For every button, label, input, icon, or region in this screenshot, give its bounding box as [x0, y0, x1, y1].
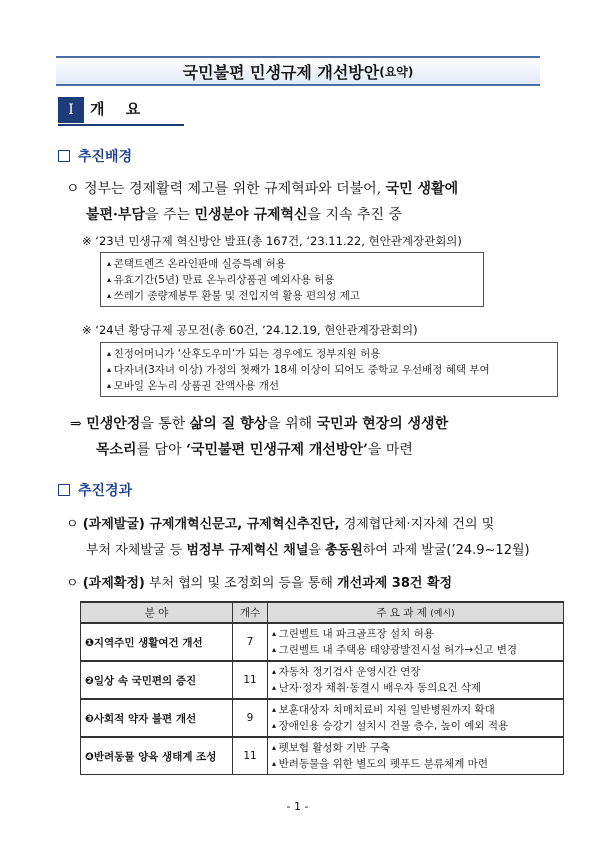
header-tasks — [268, 602, 564, 623]
text-bold: 목소리 — [96, 442, 137, 458]
text-bold: 국민과 현장의 생생한 — [316, 416, 449, 432]
background-heading-text: 추진배경 — [78, 149, 133, 165]
count-cell: 11 — [233, 661, 268, 699]
section-number: Ⅰ — [58, 97, 84, 123]
progress-heading — [58, 480, 132, 500]
text-span: 을 통한 — [140, 416, 190, 432]
note-2024: ※ ‘24년 황당규제 공모전(총 60건, ‘24.12.19, 현안관계장관회의) — [82, 323, 418, 337]
tasks-table — [80, 601, 564, 775]
count-cell: 9 — [233, 699, 268, 737]
text-span: ㅇ 정부는 경제활력 제고를 위한 규제혁파와 더불어, — [66, 181, 386, 197]
text-span: 하여 과제 발굴(’24.9~12월) — [362, 543, 530, 558]
field-cell: ❹반려동물 양육 생태계 조성 — [81, 737, 233, 775]
text-bold: 국민 생활에 — [385, 181, 459, 197]
square-bullet-icon — [58, 484, 70, 496]
table-row — [81, 623, 564, 661]
text-bold: 범정부 규제혁신 채널 — [186, 543, 309, 558]
field-cell: ❶지역주민 생활여건 개선 — [81, 623, 233, 661]
background-para1-line2 — [86, 204, 402, 224]
table-row — [81, 661, 564, 699]
examples-cell — [268, 661, 564, 699]
title-main: 국민불편 민생규제 개선방안 — [182, 62, 380, 82]
conclusion-line2 — [96, 439, 413, 459]
count-cell: 11 — [233, 737, 268, 775]
progress-heading-text: 추진경과 — [78, 483, 133, 499]
header-tasks-text: 주 요 과 제 — [376, 607, 427, 619]
example-item: ▴ 반려동물을 위한 별도의 펫푸드 분류체계 마련 — [272, 756, 559, 772]
text-span: 부처 협의 및 조정회의 등을 통해 — [144, 576, 338, 591]
progress-para1-line1 — [66, 513, 494, 532]
text-span: 을 위해 — [267, 416, 317, 432]
text-bold: 민생안정 — [86, 416, 141, 432]
list-item: ▴ 모바일 온누리 상품권 잔액사용 개선 — [107, 378, 551, 394]
title-suffix: (요약) — [379, 64, 414, 79]
example-item: ▴ 자동차 정기검사 운영시간 연장 — [272, 664, 559, 680]
progress-para2 — [66, 572, 452, 591]
example-item: ▴ 장애인용 승강기 설치시 건물 층수, 높이 예외 적용 — [272, 718, 559, 734]
header-field: 분 야 — [81, 602, 233, 623]
text-bold: 개선과제 38건 확정 — [337, 576, 453, 591]
text-span: 경제협단체·지자체 건의 및 — [339, 517, 495, 532]
text-span: 을 마련 — [367, 442, 413, 458]
text-span: 을 주는 — [144, 207, 195, 223]
text-span: 을 지속 추진 중 — [307, 207, 403, 223]
list-item: ▴ 다자녀(3자녀 이상) 가정의 첫째가 18세 이상이 되어도 중학교 우선배정 혜택 부여 — [107, 362, 551, 378]
document-title — [56, 56, 540, 86]
examples-cell — [268, 623, 564, 661]
background-para1-line1 — [66, 178, 458, 198]
field-cell: ❸사회적 약자 불편 개선 — [81, 699, 233, 737]
example-item: ▴ 난자·정자 채취·동결시 배우자 동의요건 삭제 — [272, 680, 559, 696]
text-span: ㅇ — [66, 517, 83, 532]
example-box-2023 — [100, 252, 484, 307]
example-item: ▴ 그린벨트 내 파크골프장 설치 허용 — [272, 626, 559, 642]
table-row — [81, 699, 564, 737]
list-item: ▴ 친정어머니가 ‘산후도우미’가 되는 경우에도 정부지원 허용 — [107, 346, 551, 362]
text-span: 를 담아 — [136, 442, 187, 458]
page-number: - 1 - — [286, 800, 309, 813]
text-span: 부처 자체발굴 등 — [86, 543, 187, 558]
text-bold: 삶의 질 향상 — [189, 416, 268, 432]
header-tasks-note: (예시) — [430, 609, 455, 619]
text-bold: 불편·부담 — [86, 207, 145, 223]
example-box-2024 — [100, 342, 558, 397]
square-bullet-icon — [58, 150, 70, 162]
count-cell: 7 — [233, 623, 268, 661]
text-bold: (과제발굴) 규제개혁신문고, 규제혁신추진단, — [82, 517, 340, 532]
text-bold: ‘국민불편 민생규제 개선방안’ — [186, 442, 368, 458]
example-item: ▴ 보훈대상자 치매치료비 지원 일반병원까지 확대 — [272, 702, 559, 718]
list-item: ▴ 콘택트렌즈 온라인판매 실증특례 허용 — [107, 256, 477, 272]
list-item: ▴ 유효기간(5년) 만료 온누리상품권 예외사용 허용 — [107, 272, 477, 288]
progress-para1-line2 — [86, 539, 530, 558]
section-underline — [58, 124, 184, 126]
conclusion-line1 — [70, 413, 448, 433]
table-header-row — [81, 602, 564, 623]
text-span: ㅇ — [66, 576, 83, 591]
section-title: 개 요 — [90, 100, 149, 118]
text-bold: 민생분야 규제혁신 — [194, 207, 308, 223]
example-item: ▴ 그린벨트 내 주택용 태양광발전시설 허가→신고 변경 — [272, 642, 559, 658]
list-item: ▴ 쓰레기 종량제봉투 환불 및 전입지역 활용 편의성 제고 — [107, 288, 477, 304]
note-2023: ※ ‘23년 민생규제 혁신방안 발표(총 167건, ‘23.11.22, 현안관계장관회의) — [82, 234, 462, 248]
examples-cell — [268, 699, 564, 737]
text-span: 을 — [308, 543, 326, 558]
example-item: ▴ 펫보험 활성화 기반 구축 — [272, 740, 559, 756]
text-bold: (과제확정) — [82, 576, 145, 591]
arrow-icon: ⇒ — [70, 416, 87, 432]
text-bold: 총동원 — [325, 543, 363, 558]
field-cell: ❷일상 속 국민편의 증진 — [81, 661, 233, 699]
examples-cell — [268, 737, 564, 775]
table-row — [81, 737, 564, 775]
background-heading — [58, 146, 132, 166]
header-count: 개수 — [233, 602, 268, 623]
